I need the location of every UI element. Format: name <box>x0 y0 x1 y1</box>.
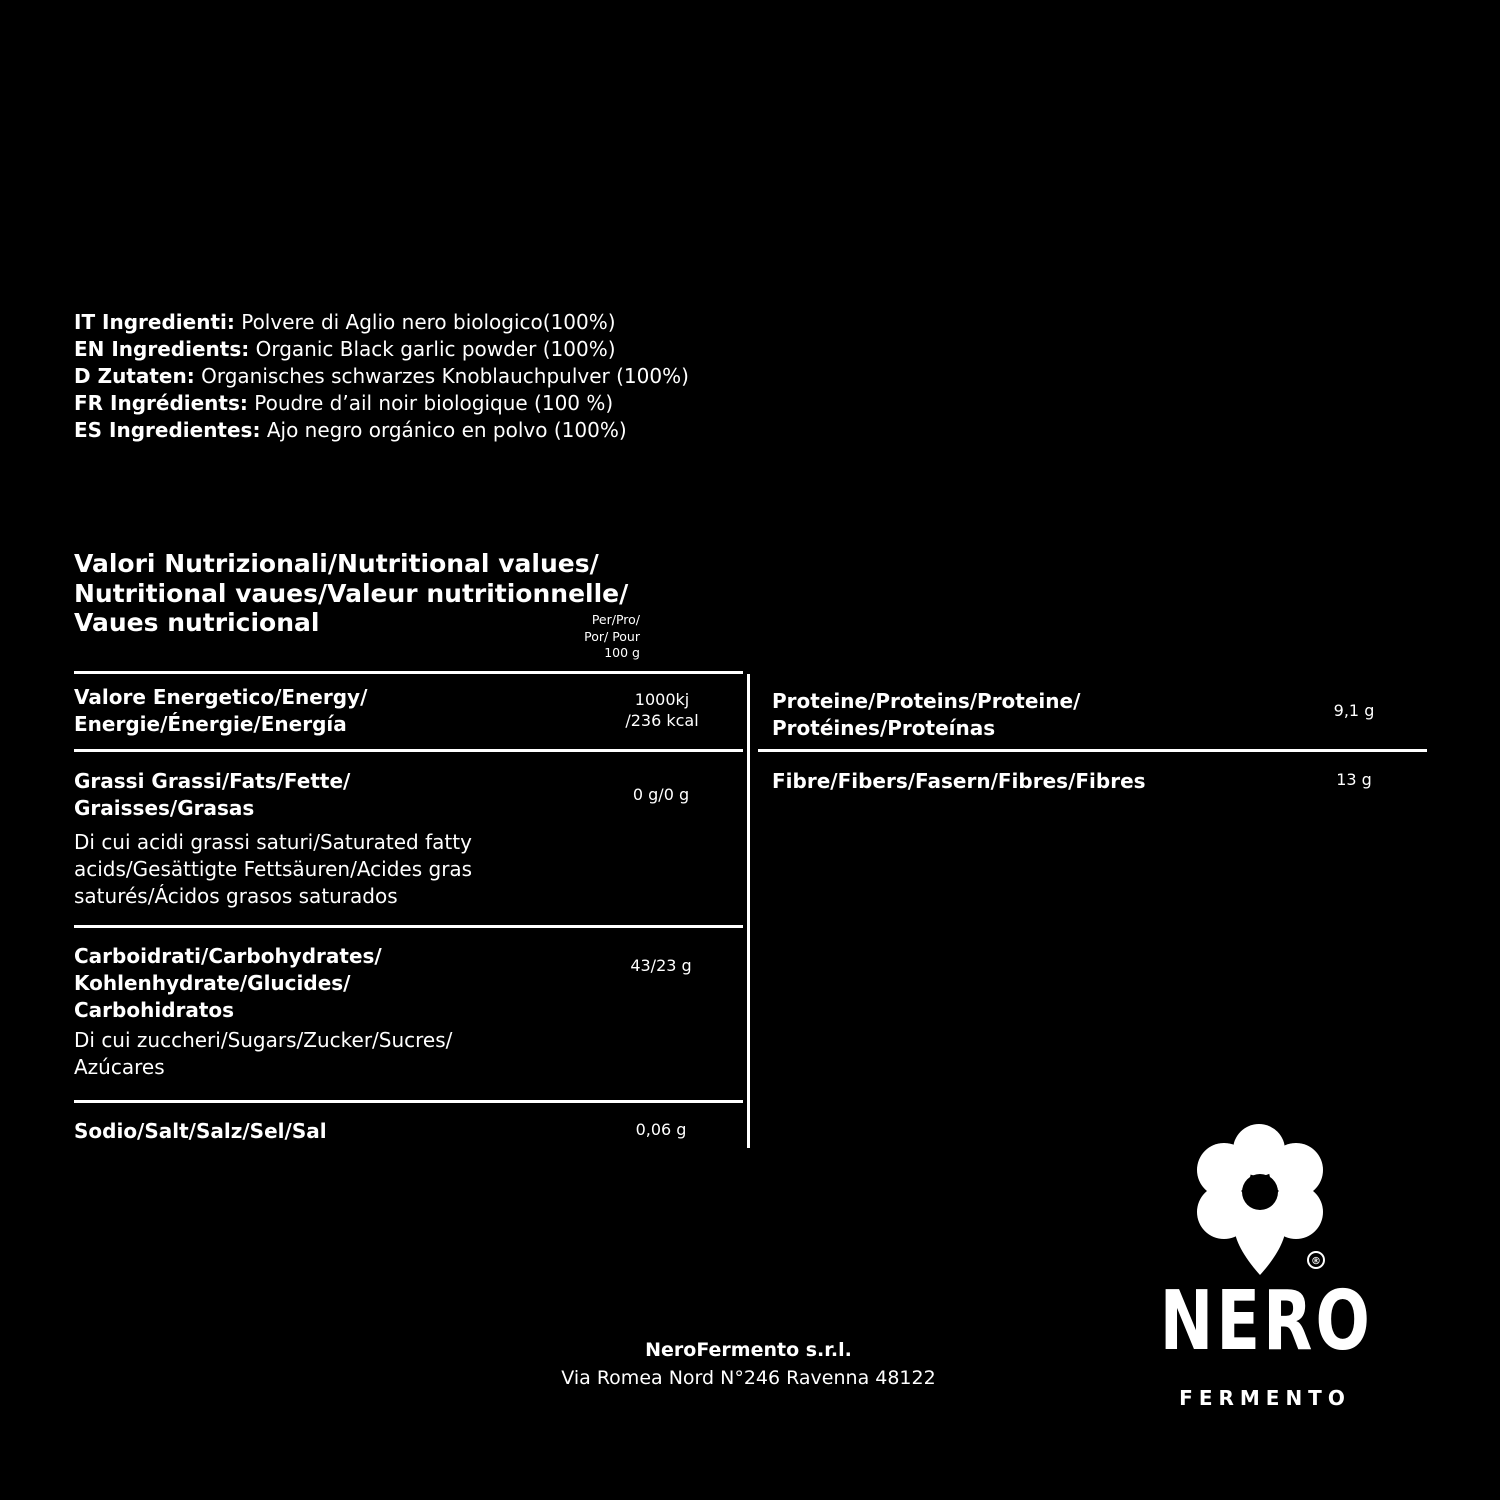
ingredient-line-en <box>74 336 834 363</box>
nutrition-title-line: Nutritional vaues/Valeur nutritionnelle/ <box>74 578 629 608</box>
ingredient-line-fr <box>74 390 834 417</box>
salt-value: 0,06 g <box>635 1120 687 1139</box>
logo-wordmark: NERO <box>1159 1274 1374 1369</box>
per-line: Por/ Pour <box>584 628 640 644</box>
nutrition-title-line: Vaues nutricional <box>74 608 320 637</box>
fats-label <box>74 768 574 822</box>
sub-line: saturés/Ácidos grasos saturados <box>74 884 398 908</box>
label-line: Grassi Grassi/Fats/Fette/ <box>74 769 351 793</box>
table-divider <box>74 1100 743 1103</box>
energy-value <box>602 689 722 731</box>
label-line: Kohlenhydrate/Glucides/ <box>74 971 351 995</box>
logo <box>1130 1120 1400 1420</box>
sugars-label <box>74 1027 594 1081</box>
carbs-value: 43/23 g <box>630 956 692 975</box>
value-line: /236 kcal <box>625 711 699 730</box>
logo-subtitle: FERMENTO <box>1179 1386 1351 1410</box>
ingredient-label: FR Ingrédients: <box>74 391 248 415</box>
ingredient-label: EN Ingredients: <box>74 337 250 361</box>
table-divider <box>74 925 743 928</box>
company-address: Via Romea Nord N°246 Ravenna 48122 <box>561 1367 936 1389</box>
energy-label <box>74 684 574 738</box>
fibre-value: 13 g <box>1336 770 1372 789</box>
nutrition-title-line: Valori Nutrizionali/Nutritional values/ <box>74 549 599 578</box>
sub-line: Di cui acidi grassi saturi/Saturated fatty <box>74 830 472 854</box>
label-line: Protéines/Proteínas <box>772 716 996 740</box>
ingredient-text: Polvere di Aglio nero biologico(100%) <box>234 310 616 334</box>
per-100g-label <box>560 612 640 662</box>
ingredient-line-es <box>74 417 834 444</box>
per-line: Per/Pro/ <box>591 612 640 627</box>
ingredient-text: Organic Black garlic powder (100%) <box>249 337 616 361</box>
ingredient-line-it <box>74 309 834 336</box>
label-line: Carbohidratos <box>74 998 235 1022</box>
label-line: Proteine/Proteins/Proteine/ <box>772 689 1081 713</box>
saturated-fats-label <box>74 829 594 910</box>
protein-value: 9,1 g <box>1333 701 1375 720</box>
fibre-label: Fibre/Fibers/Fasern/Fibres/Fibres <box>772 769 1146 793</box>
table-column-divider <box>747 674 750 1148</box>
label-line: Valore Energetico/Energy/ <box>74 685 368 709</box>
ingredient-text: Ajo negro orgánico en polvo (100%) <box>260 418 627 442</box>
label-line: Energie/Énergie/Energía <box>74 712 347 736</box>
sub-line: acids/Gesättigte Fettsäuren/Acides gras <box>74 857 473 881</box>
ingredient-line-de <box>74 363 834 390</box>
value-line: 1000kj <box>634 690 690 709</box>
ingredient-label: ES Ingredientes: <box>74 418 261 442</box>
table-divider <box>74 749 743 752</box>
per-line: 100 g <box>604 645 640 660</box>
flower-icon <box>1130 1120 1400 1280</box>
table-divider <box>758 749 1427 752</box>
ingredient-text: Poudre d’ail noir biologique (100 %) <box>247 391 614 415</box>
registered-mark: ® <box>1311 1256 1321 1267</box>
sub-line: Azúcares <box>74 1055 165 1079</box>
label-line: Graisses/Grasas <box>74 796 255 820</box>
fats-value: 0 g/0 g <box>632 785 690 804</box>
ingredients-list <box>74 309 834 444</box>
ingredient-label: IT Ingredienti: <box>74 310 235 334</box>
protein-label <box>772 688 1272 742</box>
label-line: Carboidrati/Carbohydrates/ <box>74 944 382 968</box>
sub-line: Di cui zuccheri/Sugars/Zucker/Sucres/ <box>74 1028 453 1052</box>
carbs-label <box>74 943 574 1024</box>
company-info <box>530 1336 967 1392</box>
table-divider <box>74 671 743 674</box>
ingredient-text: Organisches schwarzes Knoblauchpulver (100%) <box>194 364 689 388</box>
company-name: NeroFermento s.r.l. <box>645 1339 852 1361</box>
salt-label: Sodio/Salt/Salz/Sel/Sal <box>74 1119 327 1143</box>
ingredient-label: D Zutaten: <box>74 364 195 388</box>
